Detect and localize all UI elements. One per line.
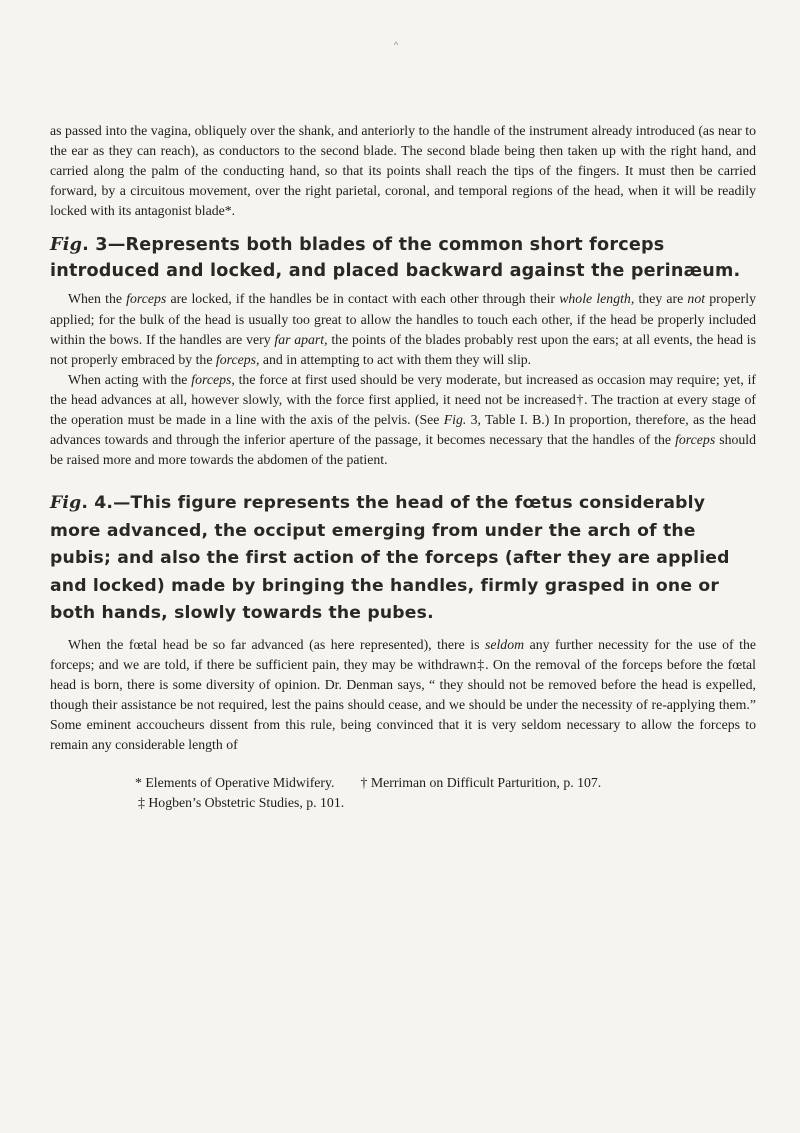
- paragraph-2-text-e: the points of the blades probably rest upon the ears; at all events, the head is not properly embraced by the: [50, 331, 756, 367]
- paragraph-2-text-f: and in attempting to act with them they will slip.: [259, 351, 532, 367]
- paragraph-3: [50, 370, 756, 470]
- paragraph-3-text-b: the force at first used should be very moderate, but increased as occasion may require; yet, if the head advances at all, however slowly, with the force first applied, it need not be increased†. The traction at every stage of the operation must be made in a line with the axis of the pelvis. (See: [50, 371, 756, 428]
- paragraph-2-text-b: are locked, if the handles be in contact with each other through their: [166, 291, 560, 307]
- paragraph-2-em-2: whole length,: [559, 291, 635, 307]
- page-mark: ^: [394, 40, 399, 50]
- paragraph-3-em-3: forceps: [675, 432, 716, 448]
- figure-4-label: Fig: [50, 493, 82, 514]
- paragraph-4: [50, 635, 756, 756]
- paragraph-4-em-1: seldom: [484, 636, 525, 652]
- footnotes: [50, 773, 756, 813]
- paragraph-3-text-c: 3, Table I. B.) In proportion, therefore, as the head advances towards and through the inferior aperture of the passage, it becomes necessary that the handles of the: [50, 412, 756, 448]
- paragraph-2-text-a: When the: [68, 291, 127, 307]
- figure-4-text: . 4.—This figure represents the head of the fœtus considerably more advanced, the occiput emerging from under the arch of the pubis; and also the first action of the forceps (after they are applied and locked) made by bringing the handles, firmly grasped in one or both hands, slowly towards the pubes.: [50, 493, 730, 624]
- paragraph-3-text-a: When acting with the: [68, 371, 192, 387]
- paragraph-4-text-a: When the fœtal head be so far advanced (as here represented), there is: [68, 636, 485, 652]
- paragraph-3-em-2: Fig.: [443, 412, 467, 428]
- paragraph-2-em-5: forceps,: [215, 351, 260, 367]
- paragraph-2: [50, 289, 756, 369]
- paragraph-2-em-3: not: [687, 291, 706, 307]
- paragraph-3-text-d: should be raised more and more towards the abdomen of the patient.: [50, 432, 756, 468]
- footnote-line-2: [50, 793, 756, 813]
- figure-3-label: Fig: [50, 234, 83, 256]
- paragraph-2-text-d: properly applied; for the bulk of the head is usually too great to allow the handles to touch each other, if the head be properly included within the bows. If the handles are very: [50, 291, 756, 347]
- paragraph-3-em-1: forceps,: [191, 371, 235, 387]
- paragraph-2-text-c: they are: [634, 291, 688, 307]
- figure-3-heading: [50, 232, 756, 284]
- footnote-3: ‡ Hogben’s Obstetric Studies, p. 101.: [138, 795, 345, 810]
- paragraph-2-em-4: far apart,: [274, 331, 328, 347]
- figure-3-text: . 3—Represents both blades of the common short forceps introduced and locked, and placed backward against the perinæum.: [50, 235, 741, 282]
- page-body: [50, 121, 756, 755]
- figure-4-heading: [50, 490, 756, 628]
- footnote-1: * Elements of Operative Midwifery.: [135, 775, 335, 790]
- paragraph-4-text-b: any further necessity for the use of the forceps; and we are told, if there be sufficient pain, they may be withdrawn‡. On the removal of the forceps before the fœtal head is born, there is some diversity of opinion. Dr. Denman says, “ they should not be removed before the head is expelled, though their assistance be not required, lest the pains should cease, and we should be under the necessity of re-applying them.” Some eminent accoucheurs dissent from this rule, being convinced that it is very seldom necessary to allow the forceps to remain any considerable length of: [50, 636, 756, 753]
- paragraph-2-em-1: forceps: [126, 291, 167, 307]
- footnote-2: † Merriman on Difficult Parturition, p. 107.: [360, 775, 602, 790]
- footnote-line-1: [50, 773, 756, 793]
- paragraph-1: as passed into the vagina, obliquely over the shank, and anteriorly to the handle of the instrument already introduced (as near to the ear as they can reach), as conductors to the second blade. The second blade being then taken up with the right hand, and carried along the palm of the conducting hand, so that its points shall reach the tips of the fingers. It must then be carried forward, by a circuitous movement, over the right parietal, coronal, and temporal regions of the head, when it will be readily locked with its antagonist blade*.: [50, 123, 756, 219]
